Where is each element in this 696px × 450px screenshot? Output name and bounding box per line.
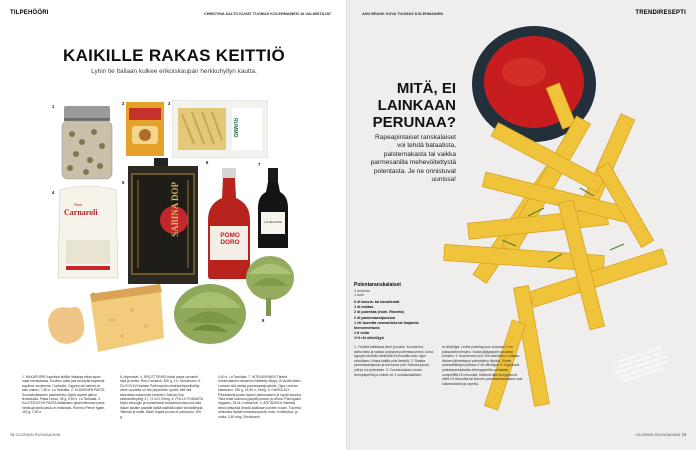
rice-small-label: Riso xyxy=(74,202,83,207)
rice-brand-label: Carnaroli xyxy=(64,208,98,217)
right-page xyxy=(348,0,696,450)
title-line-1: MITÄ, EI xyxy=(396,80,456,97)
pasta-brand-label: RUMMO xyxy=(232,118,238,138)
page-footer-right xyxy=(636,432,686,437)
balsamic-brand-label: LA VECCHIA xyxy=(264,220,282,224)
capers-jar-image xyxy=(58,102,116,182)
item-number-2: 2 xyxy=(122,101,125,106)
recipe-steps-column-1: 1. Yhdistä kattilassa liemi ja maito. Kuumenna kiehuvaksi ja valkaa juokseva polentasuurimoi. Anna kypsyä miedolla lämmöllä 5 minuuttia koko ajan sekoittaen. Nosta kattila pois liedeltä. 2. Raasta parmesaanijuusto ja hienonna yrtit. Sekoita juusto, yrtit ja voi polentaan. 3. Vuoraa laakea vuoka leivinpaperilla ja voitele se 1 ruokalusikallisel- xyxy=(354,345,433,377)
title-line-3: PERUNAA? xyxy=(372,114,456,131)
ingredient-item: 1 dl maitoa xyxy=(354,305,374,310)
item-number-5: 5 xyxy=(122,180,125,185)
recipe-servings: 4 annosta 1 tunti xyxy=(354,289,370,298)
article-lead: Rapeapintaiset ranskalaiset voi tehdä bataatista, palsternakasta tai vaikka parmesanilla mehevöitettystä polentasta. Je ne onnistuvat uunissa! xyxy=(370,134,456,184)
recipe-title: Polentaranskalaiset xyxy=(354,282,401,288)
credit-line: ANU BRASK KUVA TUOMAS KOLEHMAINEN xyxy=(362,12,443,16)
item-number-1: 1 xyxy=(52,104,55,109)
oil-brand-label: SABINA DOP xyxy=(170,182,180,237)
tomato-brand-label: POMO DORO xyxy=(220,232,240,246)
photo-caption: Parmesaanin ja pikantti tomaatti polenta sopii pitkässä salaattiin kanssa, valkoviinirapuna, kaikkia tyytyväisiä vaalealla. xyxy=(613,345,669,384)
item-number-7: 7 xyxy=(258,162,261,167)
ingredient-item: 1 rkl tuoretta rosmariinia tai timjamia hienonnettuna xyxy=(354,320,419,331)
section-label: TRENDIRESEPTI xyxy=(635,10,686,16)
item-number-6: 6 xyxy=(206,160,209,165)
magazine-name: GLORIAN RUOKA&VIINI xyxy=(15,432,61,437)
page-footer-left xyxy=(10,432,60,437)
body-column-3: 4,40 e. La Tartufata. 7. INTENSIIVINEN Tärkeä modenalainen balsamico talletetty täytyy 15 vuotta sitten. Lomaan sitä vaikka parmesaanijuustolle. Dipa Lorenzo balsamico, 250 g, 24,50 e, Eiring. 8. HARKA ÄLY Pikkalakuitti juusto lapsen parmesaanin ja hypyti kasvoja. Tilaa tuhat kosima kypsyttä juuston ja neitoa. Parmigiano reggiano, 35 kk, Kotikerhoti. 9. ARTISOKKA Valmista tietoa artisokka kestää kaikkiaan koneen toukin. Tuoreita artisokkia löytää herkkukaupoista, esim. Kotikeskus. ja multa, 2,60 e/kg. Stockmann. xyxy=(218,375,302,419)
body-column-1: 1. MAKAPURRI Kapriksai aiiiiiiiin Italiassa eiksa sipan uiaat mertaulassa. Huolloto autta joia tai käyttä kapriksat sopaluor suosimina. Contadini, Capperi del salento al sale marino, 7,80 e. La Tartufata. 2. KLASSINEN PASTA Suurkahvilaisinen pastaherkku Spirta asperti jatkuu teraoskulla. Pasta Lecca, 35 g, 5,50 e. La Tartufata. 3. GLUTEENITON PASTA Italialaisen gluteenittoman pasta herkkuja tämä pasta on maitotalis. Rummo Penne rigate, 400 g, 2,90 e. xyxy=(22,375,106,415)
ingredient-item: 1 tl voita xyxy=(354,331,369,336)
page-spine xyxy=(346,0,350,450)
ingredient-item: 2 dl parmesaanijuustoa xyxy=(354,315,395,320)
pasta-bag-image xyxy=(172,100,268,158)
title-line-2: LAINKAAN xyxy=(377,97,456,114)
body-column-2: K-citymarket. 4. RISOTTORIISI Hanki paras carnaroli risiä ja oriisia. Riso Carnaroli, 500 g, 4 e, Stockmann. 5. ÖLJYOLIIVI Italiaan Parfumiyhän ekstraneitsytoliiviöljy viime vuodelta on niin piipunivien hyvää, että sitä kannattaa ostaa koko kanisteri. Sabina Dop ekstraneitsytöljy 3 l, 72 e/1l. Eiring. 6. POLLO PUMASTA Myös sesongin ja maisteltavat tomaatit puolaa ulos tätä. Italian kastike pastalle pätää sisältää kaikki tomaattihipiä. Takessit ja mallit, Alkan Sapaa pronto di pomodoro, 300 g, xyxy=(120,375,204,419)
balsamic-bottle-image xyxy=(256,168,290,250)
item-number-9: 9 xyxy=(262,318,265,323)
magazine-name: GLORIAN RUOKA&VIINI xyxy=(635,432,681,437)
page-number: 73 xyxy=(681,432,686,437)
ingredient-item: 2 dl polentaa (esim. Risenta) xyxy=(354,310,404,315)
page-title: KAIKILLE RAKAS KEITTIÖ xyxy=(63,46,285,65)
page-subtitle: Lyhin tie Italiaan kulkee erikoiskaupan herkkuhyllyn kautta. xyxy=(91,68,257,75)
ingredient-item: 1+2 rkl oliiviöljyä xyxy=(354,336,384,341)
recipe-steps-column-2: la oliiviöljyä. Levitä polentapuuro vuokaan 2 cm paksuiseksi levyksi. Nosta jääkaappiin puoleksi tunniksi. 4. Kuumenna uuni 225-asteiseksi. Leikkaa tiivinen jähmettynyt polentalevy tikuiksi. Sivele polentatikkujen pintaan 2 rkl oliiviöljyä. 5. Kypsennä polentaranskalaisia leivinpaperilla vuoratulla uunipellillä 15 minuuttia. Käännä tikut ja kypsennä vielä 10 minuuttia tai kunnes polentaranskalaiset ovat kullanruskeita ja rapeita. xyxy=(442,345,523,386)
artichokes-image xyxy=(170,248,300,348)
section-label: TILPEHÖÖRI xyxy=(10,10,49,16)
rice-bag-image xyxy=(56,182,120,282)
item-number-3: 3 xyxy=(168,101,171,106)
biscuit-box-image xyxy=(126,102,164,156)
item-number-4: 4 xyxy=(52,190,55,195)
page-number: 72 xyxy=(10,432,15,437)
parmesan-cheese-image xyxy=(42,280,166,354)
ingredient-list xyxy=(354,300,434,342)
credit-line: CHRISTINA AALTO KUVAT TUOMAS KOLEHMAINEN JA VALMISTAJAT xyxy=(204,12,332,16)
article-title xyxy=(370,80,456,131)
ingredient-item: 6 dl kasvis- tai kanaliemtä xyxy=(354,300,400,304)
